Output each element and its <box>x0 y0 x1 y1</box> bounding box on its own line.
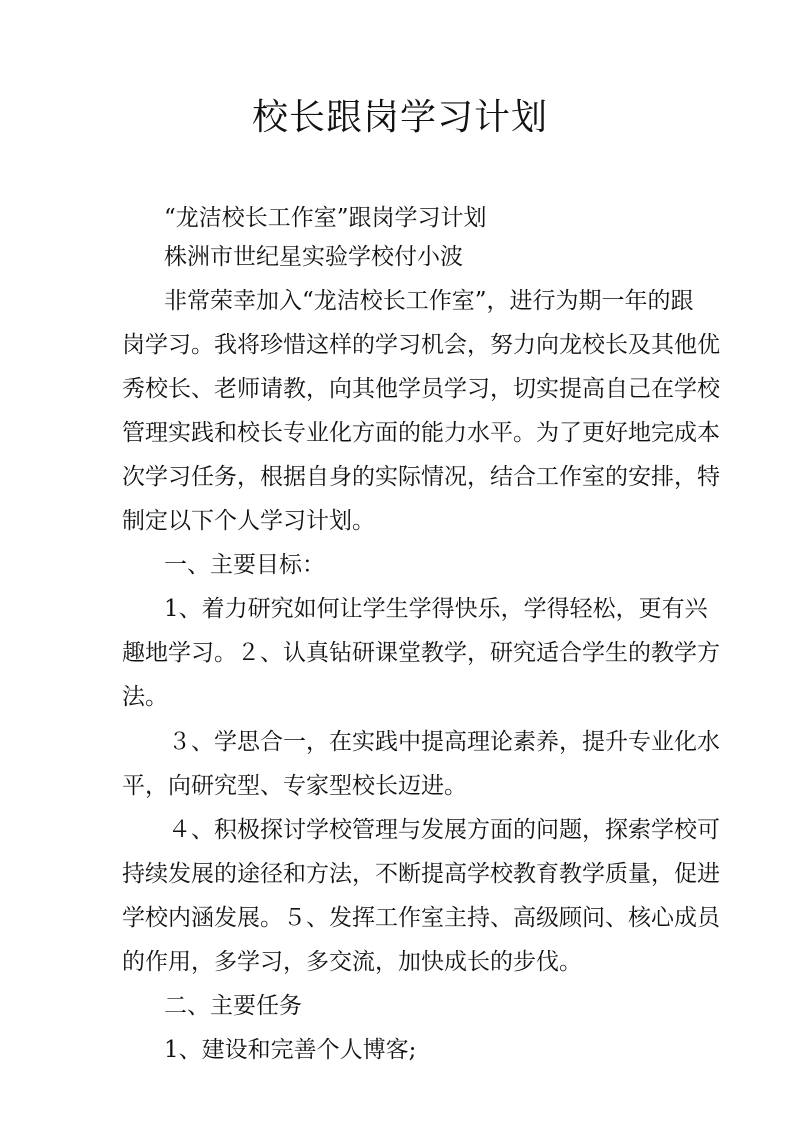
intro-line-text: 秀校长、老师请教，向其他学员学习，切实提高自己在学校 <box>122 376 720 402</box>
goal-line-text: ４、积极探讨学校管理与发展方面的问题，探索学校可 <box>168 817 720 843</box>
section-heading-text: 二、主要任务 <box>164 993 302 1019</box>
intro-line-text: 管理实践和校长专业化方面的能力水平。为了更好地完成本 <box>122 420 720 446</box>
intro-line-text: 制定以下个人学习计划。 <box>122 508 375 534</box>
subtitle-text: “龙洁校长工作室”跟岗学习计划 <box>164 205 487 231</box>
page-title: 校长跟岗学习计划 <box>251 97 548 138</box>
goal-line-text: 1、着力研究如何让学生学得快乐，学得轻松，更有兴 <box>164 596 708 622</box>
author-text: 株洲市世纪星实验学校付小波 <box>164 244 463 270</box>
intro-line-text: 非常荣幸加入“龙洁校长工作室”，进行为期一年的跟 <box>164 288 694 314</box>
goal-line-text: 法。 <box>122 684 168 710</box>
task-line-text: 1、建设和完善个人博客; <box>164 1037 417 1063</box>
goal-line-text: 持续发展的途径和方法，不断提高学校教育教学质量，促进 <box>122 861 720 887</box>
goal-line-text: 学校内涵发展。５、发挥工作室主持、高级顾问、核心成员 <box>122 905 720 931</box>
goal-line-text: 趣地学习。２、认真钻研课堂教学，研究适合学生的教学方 <box>122 640 720 666</box>
goal-line-text: ３、学思合一，在实践中提高理论素养，提升专业化水 <box>168 729 720 755</box>
goal-line-text: 的作用，多学习，多交流，加快成长的步伐。 <box>122 949 582 975</box>
goal-line-text: 平，向研究型、专家型校长迈进。 <box>122 773 467 799</box>
intro-line-text: 岗学习。我将珍惜这样的学习机会，努力向龙校长及其他优 <box>122 332 720 358</box>
intro-line-text: 次学习任务，根据自身的实际情况，结合工作室的安排，特 <box>122 464 720 490</box>
section-heading-text: 一、主要目标： <box>164 552 325 578</box>
